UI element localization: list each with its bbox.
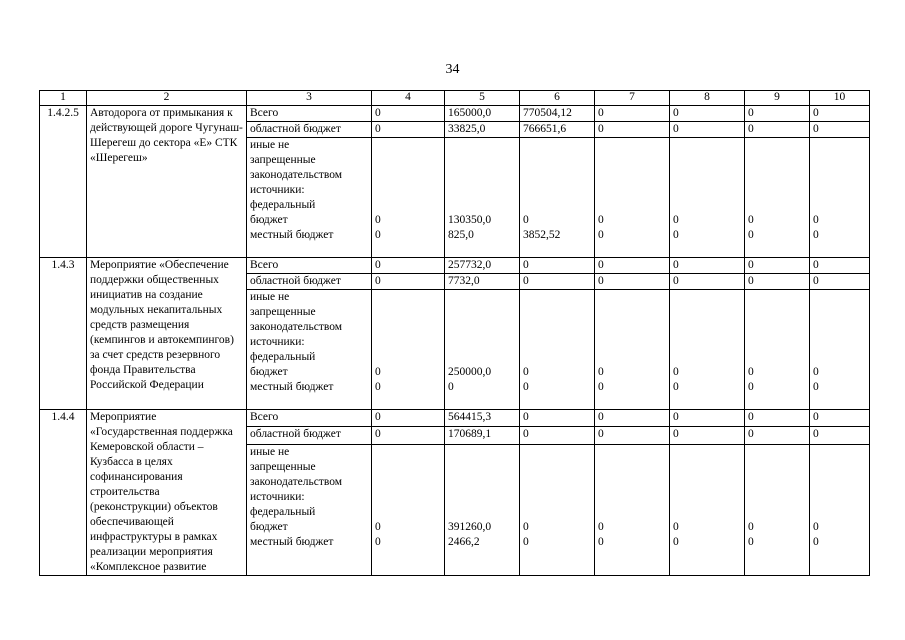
value-cell bbox=[445, 290, 520, 410]
spacer bbox=[448, 138, 516, 213]
value-cell: 170689,1 bbox=[445, 427, 520, 444]
value-federal: 0 bbox=[748, 366, 754, 378]
value-federal: 0 bbox=[598, 214, 604, 226]
value-cell bbox=[810, 290, 870, 410]
source-label-other-line: законодательством bbox=[250, 321, 343, 333]
spacer bbox=[523, 445, 591, 520]
value-cell bbox=[745, 290, 810, 410]
column-header: 4 bbox=[372, 91, 445, 106]
spacer bbox=[813, 290, 866, 365]
value-cell: 0 bbox=[745, 258, 810, 274]
source-label-federal-line: федеральный bbox=[250, 351, 316, 363]
column-header: 7 bbox=[595, 91, 670, 106]
section-code: 1.4.3 bbox=[40, 258, 87, 410]
column-header: 10 bbox=[810, 91, 870, 106]
value-cell: 0 bbox=[372, 410, 445, 427]
source-label-other-line: источники: bbox=[250, 336, 305, 348]
column-header: 9 bbox=[745, 91, 810, 106]
value-federal: 0 bbox=[598, 520, 604, 533]
value-cell bbox=[670, 138, 745, 258]
value-federal: 0 bbox=[375, 214, 381, 226]
source-label-other-line: источники: bbox=[250, 184, 305, 196]
value-cell: 0 bbox=[595, 122, 670, 138]
column-header: 2 bbox=[87, 91, 247, 106]
column-header: 6 bbox=[520, 91, 595, 106]
spacer bbox=[813, 445, 866, 520]
source-label-regional: областной бюджет bbox=[247, 427, 372, 444]
value-federal: 0 bbox=[673, 214, 679, 226]
value-cell bbox=[670, 290, 745, 410]
value-cell bbox=[372, 138, 445, 258]
source-label-federal-line: бюджет bbox=[250, 366, 288, 378]
value-local: 3852,52 bbox=[523, 229, 561, 241]
value-federal: 391260,0 bbox=[448, 520, 492, 533]
value-cell: 0 bbox=[520, 274, 595, 290]
value-local: 0 bbox=[813, 229, 819, 241]
value-local: 0 bbox=[673, 535, 679, 548]
column-header-row bbox=[40, 91, 870, 106]
value-cell: 0 bbox=[520, 258, 595, 274]
value-federal: 250000,0 bbox=[448, 366, 492, 378]
value-federal: 0 bbox=[748, 520, 754, 533]
source-label-federal-line: федеральный bbox=[250, 199, 316, 211]
spacer bbox=[598, 138, 666, 213]
section-code: 1.4.4 bbox=[40, 410, 87, 576]
value-local: 2466,2 bbox=[448, 535, 480, 548]
column-header: 8 bbox=[670, 91, 745, 106]
value-federal: 0 bbox=[813, 214, 819, 226]
value-local: 0 bbox=[813, 381, 819, 393]
value-federal: 0 bbox=[813, 520, 819, 533]
value-local: 0 bbox=[598, 229, 604, 241]
column-header: 1 bbox=[40, 91, 87, 106]
value-local: 0 bbox=[598, 381, 604, 393]
value-local: 0 bbox=[813, 535, 819, 548]
value-cell: 0 bbox=[520, 427, 595, 444]
budget-table bbox=[39, 90, 870, 576]
value-cell: 0 bbox=[372, 427, 445, 444]
spacer bbox=[448, 290, 516, 365]
column-header: 5 bbox=[445, 91, 520, 106]
source-label-other-line: иные не bbox=[250, 139, 290, 151]
value-cell: 0 bbox=[810, 427, 870, 444]
value-local: 0 bbox=[598, 535, 604, 548]
column-header: 3 bbox=[247, 91, 372, 106]
spacer bbox=[375, 445, 441, 520]
spacer bbox=[673, 445, 741, 520]
spacer bbox=[598, 290, 666, 365]
value-cell: 766651,6 bbox=[520, 122, 595, 138]
value-cell: 0 bbox=[670, 427, 745, 444]
value-federal: 0 bbox=[748, 214, 754, 226]
value-local: 0 bbox=[748, 381, 754, 393]
value-cell bbox=[595, 290, 670, 410]
value-cell bbox=[520, 444, 595, 575]
source-label-total: Всего bbox=[247, 106, 372, 122]
section-description: Мероприятие «Государственная поддержка Кемеровской области – Кузбасса в целях софинансирования строительства (реконструкции) объектов обеспечивающей инфраструктуры в рамках реализации мероприятия «Комплексное развитие bbox=[87, 410, 247, 576]
source-label-other-line: иные не bbox=[250, 445, 290, 458]
table-row-total bbox=[40, 258, 870, 274]
value-cell bbox=[810, 444, 870, 575]
value-cell: 0 bbox=[372, 122, 445, 138]
value-cell: 0 bbox=[670, 258, 745, 274]
spacer bbox=[813, 138, 866, 213]
value-federal: 0 bbox=[813, 366, 819, 378]
spacer bbox=[375, 290, 441, 365]
value-cell bbox=[670, 444, 745, 575]
value-cell: 0 bbox=[520, 410, 595, 427]
value-local: 0 bbox=[523, 535, 529, 548]
value-cell: 0 bbox=[745, 410, 810, 427]
table-row-total bbox=[40, 106, 870, 122]
value-cell: 0 bbox=[810, 274, 870, 290]
source-label-other-line: источники: bbox=[250, 490, 305, 503]
source-label-other-line: законодательством bbox=[250, 169, 343, 181]
spacer bbox=[375, 138, 441, 213]
value-cell bbox=[372, 444, 445, 575]
value-federal: 0 bbox=[375, 366, 381, 378]
source-label-federal-line: федеральный bbox=[250, 505, 316, 518]
value-local: 0 bbox=[375, 535, 381, 548]
source-label-federal-line: бюджет bbox=[250, 520, 288, 533]
value-cell bbox=[595, 444, 670, 575]
spacer bbox=[748, 138, 806, 213]
value-federal: 0 bbox=[598, 366, 604, 378]
value-cell: 564415,3 bbox=[445, 410, 520, 427]
value-cell: 165000,0 bbox=[445, 106, 520, 122]
value-cell bbox=[810, 138, 870, 258]
value-cell: 0 bbox=[670, 122, 745, 138]
value-cell: 0 bbox=[372, 274, 445, 290]
value-cell: 257732,0 bbox=[445, 258, 520, 274]
source-label-other-line: запрещенные bbox=[250, 306, 316, 318]
spacer bbox=[448, 445, 516, 520]
value-federal: 0 bbox=[523, 520, 529, 533]
value-cell bbox=[745, 444, 810, 575]
source-label-local: местный бюджет bbox=[250, 381, 334, 393]
section-description: Автодорога от примыкания к действующей дороге Чугунаш-Шерегеш до сектора «Е» СТК «Шерегеш» bbox=[87, 106, 247, 258]
value-cell: 0 bbox=[745, 106, 810, 122]
source-label-total: Всего bbox=[247, 258, 372, 274]
spacer bbox=[748, 445, 806, 520]
value-local: 0 bbox=[673, 229, 679, 241]
value-cell: 770504,12 bbox=[520, 106, 595, 122]
value-local: 825,0 bbox=[448, 229, 474, 241]
source-label-other-line: запрещенные bbox=[250, 154, 316, 166]
value-cell: 0 bbox=[595, 427, 670, 444]
value-cell: 0 bbox=[810, 258, 870, 274]
source-label-other-line: иные не bbox=[250, 291, 290, 303]
value-cell: 0 bbox=[810, 410, 870, 427]
spacer bbox=[523, 290, 591, 365]
value-federal: 0 bbox=[523, 366, 529, 378]
table-row-total bbox=[40, 410, 870, 427]
value-cell: 0 bbox=[595, 410, 670, 427]
value-federal: 0 bbox=[375, 520, 381, 533]
value-local: 0 bbox=[748, 229, 754, 241]
value-local: 0 bbox=[375, 381, 381, 393]
value-cell bbox=[745, 138, 810, 258]
value-local: 0 bbox=[448, 381, 454, 393]
spacer bbox=[748, 290, 806, 365]
value-cell: 0 bbox=[670, 274, 745, 290]
section-description: Мероприятие «Обеспечение поддержки общественных инициатив на создание модульных некапитальных средств размещения (кемпингов и автокемпингов) за счет средств резервного фонда Правительства Российской Федерации bbox=[87, 258, 247, 410]
value-cell: 0 bbox=[745, 122, 810, 138]
value-cell: 0 bbox=[670, 106, 745, 122]
value-cell: 0 bbox=[372, 258, 445, 274]
spacer bbox=[673, 290, 741, 365]
value-local: 0 bbox=[748, 535, 754, 548]
source-labels-other bbox=[247, 138, 372, 258]
spacer bbox=[673, 138, 741, 213]
page-number: 34 bbox=[445, 62, 460, 77]
section-code: 1.4.2.5 bbox=[40, 106, 87, 258]
value-cell bbox=[520, 290, 595, 410]
value-cell: 0 bbox=[670, 410, 745, 427]
value-cell bbox=[445, 444, 520, 575]
source-label-local: местный бюджет bbox=[250, 535, 334, 548]
source-label-federal-line: бюджет bbox=[250, 214, 288, 226]
value-cell: 7732,0 bbox=[445, 274, 520, 290]
value-cell: 0 bbox=[810, 106, 870, 122]
value-cell bbox=[372, 290, 445, 410]
source-labels-other bbox=[247, 290, 372, 410]
value-cell bbox=[445, 138, 520, 258]
value-cell bbox=[595, 138, 670, 258]
source-label-total: Всего bbox=[247, 410, 372, 427]
source-label-regional: областной бюджет bbox=[247, 274, 372, 290]
source-label-other-line: запрещенные bbox=[250, 460, 316, 473]
spacer bbox=[523, 138, 591, 213]
value-cell: 0 bbox=[595, 258, 670, 274]
value-federal: 130350,0 bbox=[448, 214, 492, 226]
value-federal: 0 bbox=[523, 214, 529, 226]
value-cell: 33825,0 bbox=[445, 122, 520, 138]
source-label-local: местный бюджет bbox=[250, 229, 334, 241]
value-local: 0 bbox=[523, 381, 529, 393]
value-federal: 0 bbox=[673, 520, 679, 533]
value-cell bbox=[520, 138, 595, 258]
value-cell: 0 bbox=[595, 274, 670, 290]
value-local: 0 bbox=[375, 229, 381, 241]
value-cell: 0 bbox=[810, 122, 870, 138]
value-local: 0 bbox=[673, 381, 679, 393]
value-cell: 0 bbox=[745, 274, 810, 290]
spacer bbox=[598, 445, 666, 520]
source-label-regional: областной бюджет bbox=[247, 122, 372, 138]
value-cell: 0 bbox=[372, 106, 445, 122]
value-cell: 0 bbox=[595, 106, 670, 122]
value-cell: 0 bbox=[745, 427, 810, 444]
source-labels-other bbox=[247, 444, 372, 575]
source-label-other-line: законодательством bbox=[250, 475, 343, 488]
value-federal: 0 bbox=[673, 366, 679, 378]
